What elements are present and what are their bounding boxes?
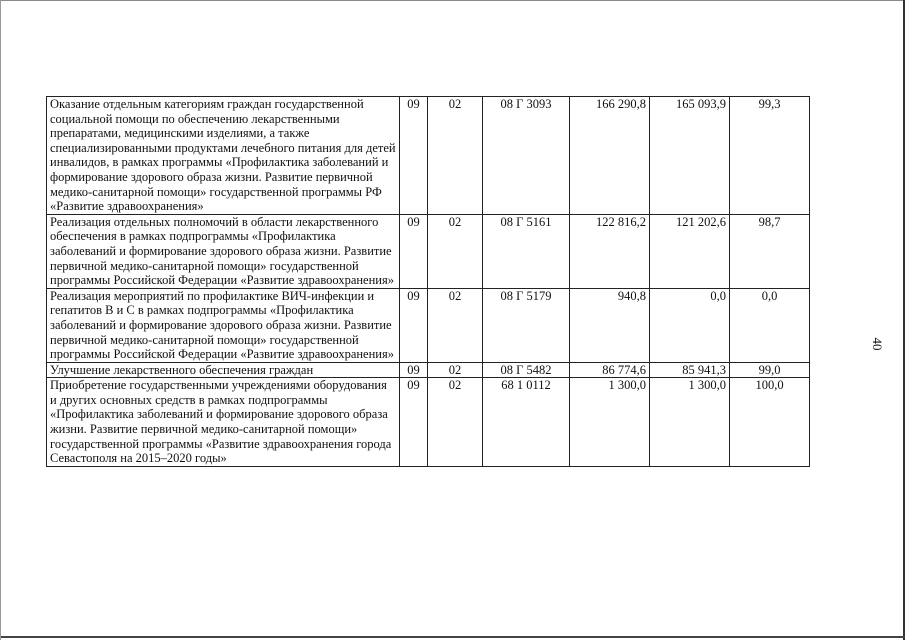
page-number: 40 bbox=[870, 337, 885, 351]
scan-edge-top bbox=[0, 0, 905, 1]
executed-amount-cell: 165 093,9 bbox=[650, 97, 730, 215]
section-code-cell: 09 bbox=[400, 97, 428, 215]
row-name-cell: Реализация отдельных полномочий в области лекарственного обеспечения в рамках подпрограммы «Профилактика заболеваний и формирование здорового образа жизни. Развитие первичной медико-санитарной помощи» государственной программы Российской Федерации «Развитие здравоохранения» bbox=[47, 214, 400, 288]
subsection-code-cell: 02 bbox=[428, 288, 483, 362]
table-row bbox=[47, 97, 810, 215]
subsection-code-cell: 02 bbox=[428, 214, 483, 288]
execution-percent-cell: 100,0 bbox=[730, 378, 810, 467]
planned-amount-cell: 166 290,8 bbox=[570, 97, 650, 215]
target-article-cell: 08 Г 5179 bbox=[483, 288, 570, 362]
execution-percent-cell: 98,7 bbox=[730, 214, 810, 288]
execution-percent-cell: 99,3 bbox=[730, 97, 810, 215]
target-article-cell: 08 Г 5161 bbox=[483, 214, 570, 288]
executed-amount-cell: 0,0 bbox=[650, 288, 730, 362]
subsection-code-cell: 02 bbox=[428, 378, 483, 467]
section-code-cell: 09 bbox=[400, 378, 428, 467]
executed-amount-cell: 1 300,0 bbox=[650, 378, 730, 467]
planned-amount-cell: 86 774,6 bbox=[570, 362, 650, 378]
executed-amount-cell: 121 202,6 bbox=[650, 214, 730, 288]
table-row bbox=[47, 214, 810, 288]
planned-amount-cell: 1 300,0 bbox=[570, 378, 650, 467]
row-name-cell: Приобретение государственными учреждениями оборудования и других основных средств в рамках подпрограммы «Профилактика заболеваний и формирование здорового образа жизни. Развитие первичной медико-санитарной помощи» государственной программы «Развитие здравоохранения города Севастополя на 2015–2020 годы» bbox=[47, 378, 400, 467]
target-article-cell: 68 1 0112 bbox=[483, 378, 570, 467]
row-name-cell: Улучшение лекарственного обеспечения граждан bbox=[47, 362, 400, 378]
table-row bbox=[47, 378, 810, 467]
planned-amount-cell: 122 816,2 bbox=[570, 214, 650, 288]
section-code-cell: 09 bbox=[400, 362, 428, 378]
section-code-cell: 09 bbox=[400, 214, 428, 288]
subsection-code-cell: 02 bbox=[428, 97, 483, 215]
section-code-cell: 09 bbox=[400, 288, 428, 362]
target-article-cell: 08 Г 5482 bbox=[483, 362, 570, 378]
scan-edge-left bbox=[0, 0, 1, 640]
target-article-cell: 08 Г 3093 bbox=[483, 97, 570, 215]
table-row bbox=[47, 362, 810, 378]
scan-edge-bottom bbox=[0, 636, 905, 638]
row-name-cell: Реализация мероприятий по профилактике ВИЧ-инфекции и гепатитов В и С в рамках подпрограммы «Профилактика заболеваний и формирование здорового образа жизни. Развитие первичной медико-санитарной помощи» государственной программы Российской Федерации «Развитие здравоохранения» bbox=[47, 288, 400, 362]
subsection-code-cell: 02 bbox=[428, 362, 483, 378]
execution-percent-cell: 99,0 bbox=[730, 362, 810, 378]
table-row bbox=[47, 288, 810, 362]
budget-table bbox=[46, 96, 810, 467]
planned-amount-cell: 940,8 bbox=[570, 288, 650, 362]
executed-amount-cell: 85 941,3 bbox=[650, 362, 730, 378]
execution-percent-cell: 0,0 bbox=[730, 288, 810, 362]
row-name-cell: Оказание отдельным категориям граждан государственной социальной помощи по обеспечению лекарственными препаратами, медицинскими изделиями, а также специализированными продуктами лечебного питания для детей инвалидов, в рамках программы «Профилактика заболеваний и формирование здорового образа жизни. Развитие первичной медико-санитарной помощи» государственной программы РФ «Развитие здравоохранения» bbox=[47, 97, 400, 215]
